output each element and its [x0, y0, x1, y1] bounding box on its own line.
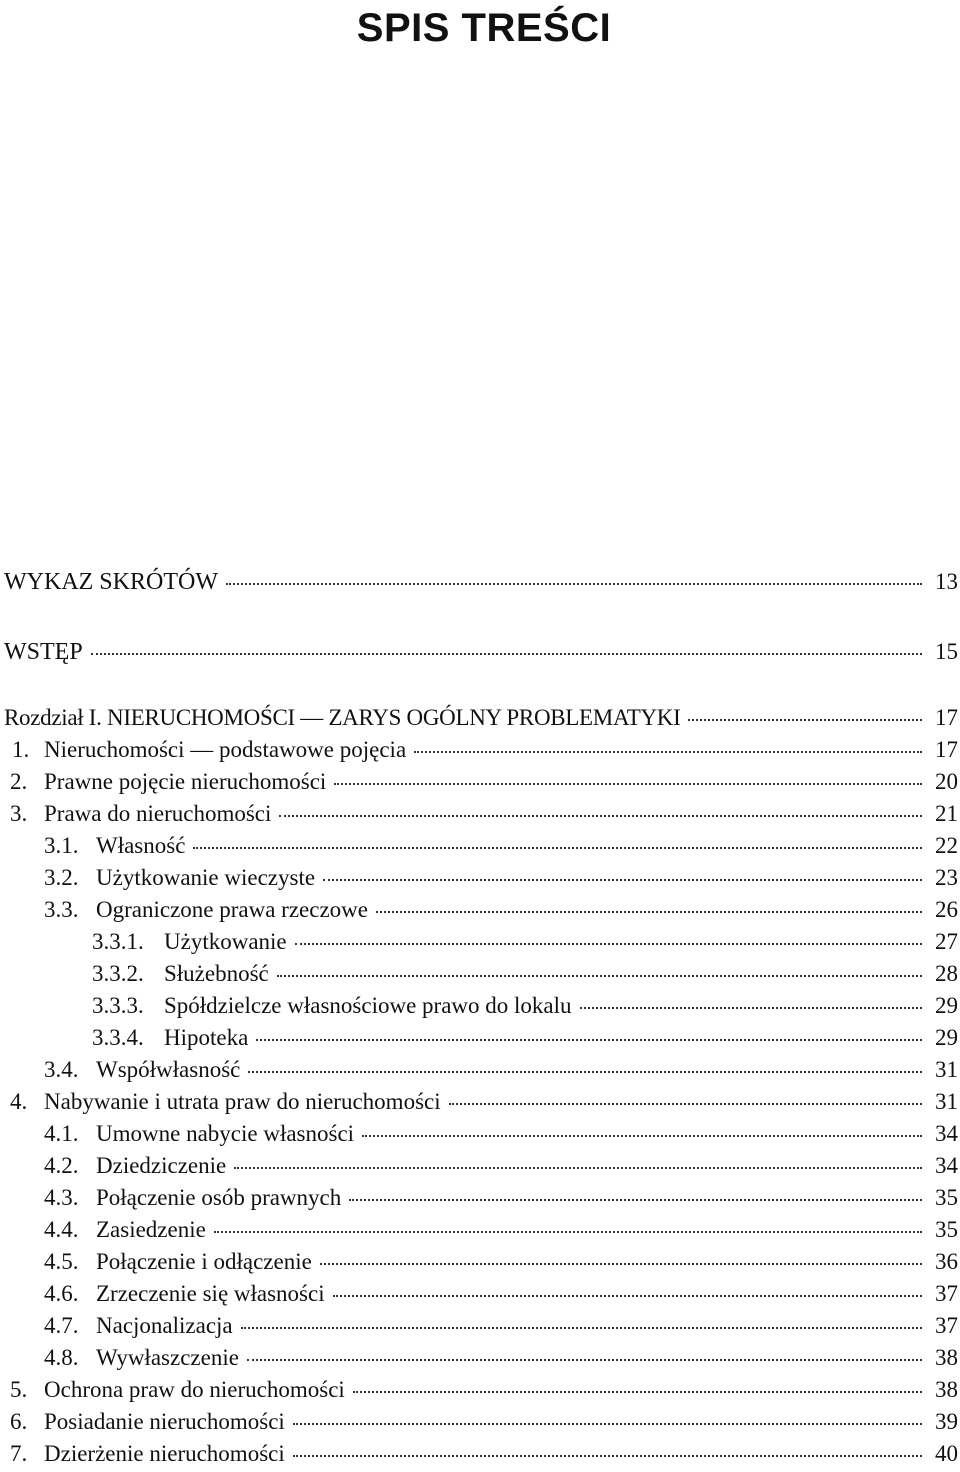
toc-entry-page: 28	[935, 961, 958, 986]
dot-leader	[414, 750, 922, 753]
toc-entry[interactable]	[0, 958, 960, 990]
toc-entry-page: 22	[935, 833, 958, 858]
toc-entry[interactable]	[0, 1150, 960, 1182]
dot-leader	[362, 1134, 922, 1137]
toc-entry[interactable]	[0, 990, 960, 1022]
toc-entry-page: 34	[935, 1153, 958, 1178]
toc-entry-number: 4.8.	[44, 1345, 79, 1370]
toc-entry-label: Współwłasność	[96, 1057, 241, 1082]
toc-entry-page: 35	[935, 1185, 958, 1210]
toc-entry-page: 15	[935, 639, 958, 664]
toc-entry[interactable]	[0, 1086, 960, 1118]
toc-entry-label: Dzierżenie nieruchomości	[44, 1441, 285, 1466]
dot-leader	[234, 1166, 922, 1169]
toc-entry[interactable]	[0, 830, 960, 862]
toc-entry[interactable]	[0, 1022, 960, 1054]
dot-leader	[295, 942, 922, 945]
toc-entry-label: Prawa do nieruchomości	[44, 801, 272, 826]
dot-leader	[247, 1358, 922, 1361]
dot-leader	[277, 974, 922, 977]
toc-entry-page: 37	[935, 1313, 958, 1338]
toc-entry-label: Nabywanie i utrata praw do nieruchomości	[44, 1089, 441, 1114]
dot-leader	[349, 1198, 922, 1201]
dot-leader	[580, 1006, 923, 1009]
toc-entry-number: 3.	[10, 801, 28, 826]
toc-entry-number: 3.3.2.	[92, 961, 144, 986]
toc-entry-label: Rozdział I. NIERUCHOMOŚCI — ZARYS OGÓLNY PROBLEMATYKI	[4, 705, 681, 730]
dot-leader	[353, 1390, 922, 1393]
toc-entry[interactable]	[0, 1214, 960, 1246]
toc-entry-label: Służebność	[164, 961, 269, 986]
toc-entry-page: 38	[935, 1345, 958, 1370]
toc-entry[interactable]	[0, 636, 960, 668]
dot-leader	[293, 1422, 922, 1425]
dot-leader	[214, 1230, 922, 1233]
dot-leader	[449, 1102, 922, 1105]
toc-entry-number: 3.3.1.	[92, 929, 144, 954]
toc-entry-number: 4.5.	[44, 1249, 79, 1274]
toc-entry-label: Własność	[96, 833, 186, 858]
dot-leader	[279, 814, 922, 817]
dot-leader	[256, 1038, 922, 1041]
toc-entry-number: 4.3.	[44, 1185, 79, 1210]
toc-entry-number: 7.	[10, 1441, 28, 1466]
dot-leader	[241, 1326, 922, 1329]
toc-entry-page: 31	[935, 1089, 958, 1114]
toc-entry-label: WSTĘP	[4, 639, 83, 665]
toc-entry-label: Użytkowanie	[164, 929, 287, 954]
toc-entry-page: 17	[935, 737, 958, 762]
dot-leader	[334, 782, 922, 785]
toc-entry-label: Zrzeczenie się własności	[96, 1281, 325, 1306]
toc-entry[interactable]	[0, 862, 960, 894]
toc-entry-number: 3.3.3.	[92, 993, 144, 1018]
toc-entry-label: Dziedziczenie	[96, 1153, 227, 1178]
toc-entry-label: Hipoteka	[164, 1025, 249, 1050]
toc-entry-page: 26	[935, 897, 958, 922]
toc-entry-number: 3.2.	[44, 865, 79, 890]
toc-entry-page: 39	[935, 1409, 958, 1434]
toc-entry-number: 3.4.	[44, 1057, 79, 1082]
dot-leader	[193, 846, 922, 849]
toc-entry-number: 4.6.	[44, 1281, 79, 1306]
toc-entry-label: Nacjonalizacja	[96, 1313, 233, 1338]
toc-entry-label: Prawne pojęcie nieruchomości	[44, 769, 327, 794]
toc-entry[interactable]	[0, 766, 960, 798]
toc-entry[interactable]	[0, 1278, 960, 1310]
toc-entry-page: 29	[935, 1025, 958, 1050]
toc-entry-number: 4.7.	[44, 1313, 79, 1338]
toc-entry-page: 27	[935, 929, 958, 954]
dot-leader	[248, 1070, 922, 1073]
toc-entry-page: 21	[935, 801, 958, 826]
toc-entry-label: Posiadanie nieruchomości	[44, 1409, 285, 1434]
toc-entry[interactable]	[0, 798, 960, 830]
toc-entry[interactable]	[0, 734, 960, 766]
toc-entry-number: 4.	[10, 1089, 28, 1114]
toc-entry[interactable]	[0, 702, 960, 734]
toc-entry-number: 5.	[10, 1377, 28, 1402]
toc-entry-page: 34	[935, 1121, 958, 1146]
toc-entry-number: 4.4.	[44, 1217, 79, 1242]
toc-entry[interactable]	[0, 1182, 960, 1214]
toc-entry[interactable]	[0, 1438, 960, 1470]
toc-entry-label: WYKAZ SKRÓTÓW	[4, 569, 218, 595]
toc-entry-number: 3.3.	[44, 897, 79, 922]
toc-entry[interactable]	[0, 1342, 960, 1374]
toc-entry[interactable]	[0, 1310, 960, 1342]
toc-entry-page: 35	[935, 1217, 958, 1242]
dot-leader	[323, 878, 922, 881]
toc-entry-page: 38	[935, 1377, 958, 1402]
toc-entry-label: Zasiedzenie	[96, 1217, 206, 1242]
toc-entry-label: Spółdzielcze własnościowe prawo do lokalu	[164, 993, 572, 1018]
page-title: SPIS TREŚCI	[356, 6, 612, 50]
toc-entry-label: Użytkowanie wieczyste	[96, 865, 316, 890]
toc-entry-page: 36	[935, 1249, 958, 1274]
toc-entry-page: 13	[935, 569, 958, 594]
toc-entry-label: Połączenie osób prawnych	[96, 1185, 342, 1210]
dot-leader	[688, 718, 922, 721]
dot-leader	[376, 910, 922, 913]
toc-entry-number: 6.	[10, 1409, 28, 1434]
dot-leader	[226, 582, 922, 585]
toc-entry-label: Ograniczone prawa rzeczowe	[96, 897, 368, 922]
toc-entry-page: 17	[935, 705, 958, 730]
toc-entry-label: Ochrona praw do nieruchomości	[44, 1377, 345, 1402]
toc-entry[interactable]	[0, 1118, 960, 1150]
toc-entry-number: 2.	[10, 769, 28, 794]
dot-leader	[320, 1262, 922, 1265]
toc-entry-number: 1.	[12, 737, 30, 762]
toc-entry-label: Umowne nabycie własności	[96, 1121, 355, 1146]
toc-entry-label: Połączenie i odłączenie	[96, 1249, 312, 1274]
toc-entry[interactable]	[0, 1374, 960, 1406]
toc-entry[interactable]	[0, 566, 960, 598]
toc-entry-label: Nieruchomości — podstawowe pojęcia	[44, 737, 407, 762]
toc-entry[interactable]	[0, 1054, 960, 1086]
toc-entry-number: 3.3.4.	[92, 1025, 144, 1050]
dot-leader	[333, 1294, 922, 1297]
toc-entry-number: 3.1.	[44, 833, 79, 858]
toc-entry-number: 4.2.	[44, 1153, 79, 1178]
toc-entry-page: 20	[935, 769, 958, 794]
toc-entry-page: 29	[935, 993, 958, 1018]
dot-leader	[91, 652, 922, 655]
toc-entry[interactable]	[0, 1406, 960, 1438]
toc-entry-page: 40	[935, 1441, 958, 1466]
toc-entry-page: 37	[935, 1281, 958, 1306]
toc-entry-label: Wywłaszczenie	[96, 1345, 239, 1370]
toc-entry[interactable]	[0, 1246, 960, 1278]
dot-leader	[293, 1454, 922, 1457]
toc-entry[interactable]	[0, 926, 960, 958]
toc-entry[interactable]	[0, 894, 960, 926]
toc-entry-number: 4.1.	[44, 1121, 79, 1146]
toc-entry-page: 23	[935, 865, 958, 890]
toc-entry-page: 31	[935, 1057, 958, 1082]
